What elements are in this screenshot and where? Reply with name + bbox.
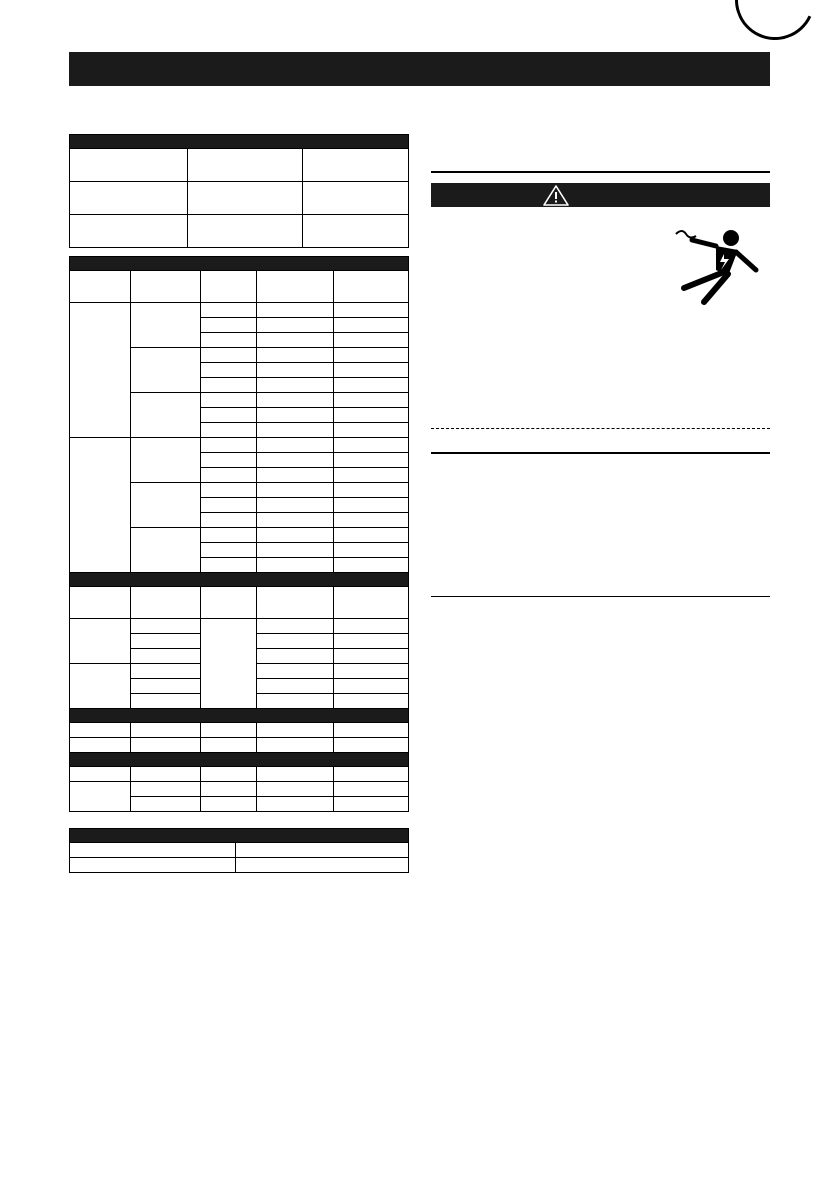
table-cell [201, 513, 257, 528]
table-cell [334, 423, 409, 438]
spec-table-model [69, 134, 409, 248]
table-cell [131, 664, 201, 679]
table-cell [334, 453, 409, 468]
table-cell [201, 543, 257, 558]
table-cell [257, 438, 334, 453]
table-cell [201, 423, 257, 438]
table-cell [131, 723, 201, 738]
table-row [70, 587, 409, 619]
page-corner-mark [724, 0, 827, 51]
table-row [70, 619, 409, 634]
table-band [70, 257, 409, 271]
table-cell [70, 858, 236, 873]
table-cell [334, 303, 409, 318]
table-cell [131, 483, 201, 528]
table-cell [131, 767, 201, 782]
table-cell [201, 303, 257, 318]
table-cell [257, 423, 334, 438]
section-header-bar [69, 52, 770, 86]
table-row [70, 215, 409, 248]
table-cell [131, 393, 201, 438]
table-cell [70, 782, 131, 812]
table-cell [257, 634, 334, 649]
table-cell [201, 393, 257, 408]
table-cell [70, 767, 131, 782]
table-cell [257, 558, 334, 573]
table-cell [257, 498, 334, 513]
table-cell [303, 182, 409, 215]
table-cell [201, 797, 257, 812]
table-band [70, 709, 409, 723]
table-cell [70, 271, 131, 303]
table-cell [257, 393, 334, 408]
table-cell [257, 619, 334, 634]
table-cell [201, 483, 257, 498]
electric-shock-icon [672, 226, 764, 306]
table-cell [201, 468, 257, 483]
table-cell [257, 797, 334, 812]
table-cell [334, 393, 409, 408]
table-row [70, 709, 409, 723]
table-row [70, 767, 409, 782]
table-cell [257, 649, 334, 664]
table-cell [257, 679, 334, 694]
table-row [70, 858, 409, 873]
table-cell [334, 558, 409, 573]
spec-table-main [69, 256, 409, 812]
table-cell [201, 333, 257, 348]
table-row [70, 738, 409, 753]
table-cell [334, 468, 409, 483]
table-cell [334, 498, 409, 513]
table-cell [334, 348, 409, 363]
table-cell [131, 271, 201, 303]
table-row [70, 182, 409, 215]
table-cell [257, 528, 334, 543]
table-cell [201, 348, 257, 363]
table-cell [257, 483, 334, 498]
table-cell [334, 694, 409, 709]
table-cell [334, 408, 409, 423]
table-cell [334, 649, 409, 664]
table-row [70, 257, 409, 271]
table-cell [257, 303, 334, 318]
table-cell [70, 738, 131, 753]
table-row [70, 753, 409, 767]
table-cell [236, 843, 409, 858]
table-cell [257, 468, 334, 483]
table-cell [201, 498, 257, 513]
table-row [70, 573, 409, 587]
table-cell [257, 738, 334, 753]
table-cell [334, 587, 409, 619]
table-cell [257, 513, 334, 528]
table-cell [70, 149, 188, 182]
table-cell [257, 767, 334, 782]
table-cell [131, 303, 201, 348]
table-cell [201, 782, 257, 797]
section-rule [431, 452, 770, 454]
table-cell [131, 694, 201, 709]
table-cell [201, 363, 257, 378]
table-cell [201, 587, 257, 619]
table-cell [334, 767, 409, 782]
table-cell [131, 797, 201, 812]
table-cell [201, 408, 257, 423]
table-cell [257, 782, 334, 797]
table-cell [334, 738, 409, 753]
table-cell [131, 348, 201, 393]
table-cell [188, 215, 303, 248]
table-band [70, 573, 409, 587]
table-cell [131, 619, 201, 634]
table-row [70, 723, 409, 738]
table-row [70, 782, 409, 797]
dashed-separator [431, 428, 770, 429]
table-cell [334, 723, 409, 738]
table-band [70, 829, 409, 843]
table-cell [334, 528, 409, 543]
table-cell [334, 679, 409, 694]
table-cell [236, 858, 409, 873]
table-cell [334, 782, 409, 797]
table-cell [201, 271, 257, 303]
section-rule [431, 596, 770, 597]
table-cell [257, 378, 334, 393]
table-cell [201, 558, 257, 573]
table-cell [257, 694, 334, 709]
table-cell [257, 363, 334, 378]
table-cell [257, 723, 334, 738]
table-cell [70, 619, 131, 664]
table-cell [70, 587, 131, 619]
table-cell [257, 587, 334, 619]
table-cell [131, 782, 201, 797]
table-cell [131, 634, 201, 649]
spec-table-footer [69, 828, 409, 873]
table-cell [257, 333, 334, 348]
table-row [70, 438, 409, 453]
table-row [70, 829, 409, 843]
table-cell [70, 843, 236, 858]
table-cell [334, 483, 409, 498]
table-cell [201, 619, 257, 709]
table-row [70, 135, 409, 149]
table-cell [334, 271, 409, 303]
table-cell [257, 453, 334, 468]
table-cell [70, 303, 131, 438]
table-cell [257, 271, 334, 303]
warning-triangle-icon [543, 185, 569, 206]
table-cell [70, 664, 131, 709]
table-cell [201, 378, 257, 393]
table-cell [257, 348, 334, 363]
table-row [70, 271, 409, 303]
table-cell [201, 453, 257, 468]
table-cell [334, 363, 409, 378]
table-cell [334, 438, 409, 453]
table-cell [70, 438, 131, 573]
table-cell [131, 738, 201, 753]
table-cell [201, 767, 257, 782]
table-cell [303, 215, 409, 248]
table-cell [70, 215, 188, 248]
table-cell [188, 182, 303, 215]
table-cell [257, 408, 334, 423]
table-cell [131, 587, 201, 619]
table-cell [201, 528, 257, 543]
table-cell [70, 182, 188, 215]
table-cell [201, 318, 257, 333]
table-cell [334, 619, 409, 634]
table-row [70, 303, 409, 318]
table-cell [334, 333, 409, 348]
table-cell [257, 664, 334, 679]
table-cell [257, 318, 334, 333]
table-cell [131, 438, 201, 483]
table-cell [201, 438, 257, 453]
table-cell [334, 318, 409, 333]
table-cell [334, 664, 409, 679]
table-cell [303, 149, 409, 182]
table-cell [334, 797, 409, 812]
table-row [70, 843, 409, 858]
section-rule [431, 171, 770, 173]
table-cell [70, 723, 131, 738]
table-cell [201, 738, 257, 753]
table-cell [334, 634, 409, 649]
table-cell [334, 543, 409, 558]
table-cell [334, 378, 409, 393]
table-cell [131, 528, 201, 573]
table-cell [188, 149, 303, 182]
table-cell [257, 543, 334, 558]
table-band [70, 135, 409, 149]
warning-bar [431, 183, 770, 207]
table-cell [334, 513, 409, 528]
table-band [70, 753, 409, 767]
table-cell [131, 649, 201, 664]
table-cell [201, 723, 257, 738]
table-cell [131, 679, 201, 694]
table-row [70, 149, 409, 182]
